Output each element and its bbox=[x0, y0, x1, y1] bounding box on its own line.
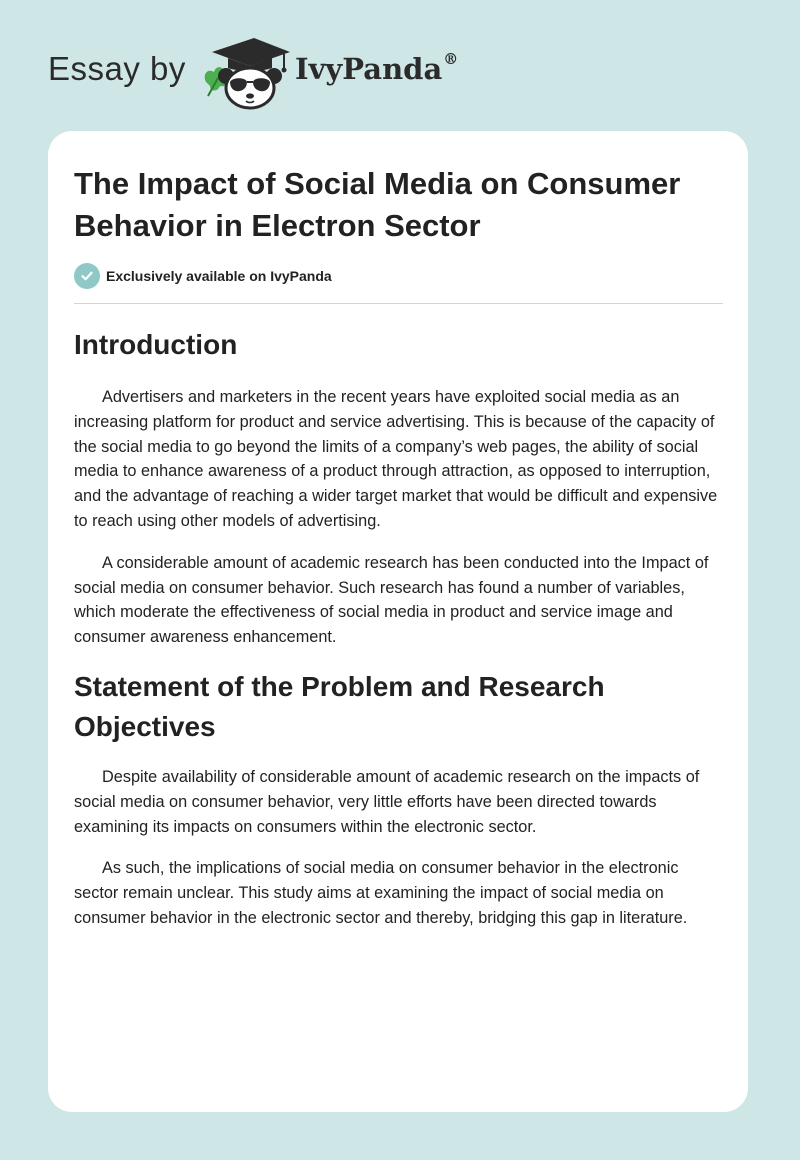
paragraph: Despite availability of considerable amount of academic research on the impacts of social media on consumer behavior, very little efforts have been directed towards examining its impacts on consumers within the electronic sector. bbox=[74, 767, 700, 836]
panda-graduation-cap-icon[interactable] bbox=[200, 34, 292, 110]
exclusive-label: Exclusively available on IvyPanda bbox=[106, 268, 332, 284]
essay-card bbox=[48, 131, 748, 1112]
section-heading-problem-statement: Statement of the Problem and Research Objectives bbox=[74, 670, 605, 742]
title-divider bbox=[74, 303, 723, 304]
check-circle-icon bbox=[74, 263, 100, 289]
brand-text[interactable]: IvyPanda bbox=[295, 52, 443, 86]
brand-name[interactable] bbox=[295, 52, 458, 86]
essay-by-label: Essay by bbox=[48, 50, 186, 87]
page-title: The Impact of Social Media on Consumer Behavior in Electron Sector bbox=[74, 166, 681, 243]
exclusive-badge bbox=[74, 263, 332, 289]
site-header bbox=[48, 34, 748, 114]
paragraph: As such, the implications of social media on consumer behavior in the electronic sector remain unclear. This study aims at examining the impact of social media on consumer behavior in the electronic sector and thereby, bridging this gap in literature. bbox=[74, 859, 688, 927]
paragraph: A considerable amount of academic research has been conducted into the Impact of social media on consumer behavior. Such research has found a number of variables, which moderate the effectiveness of social media in product and service image and consumer awareness enhancement. bbox=[74, 553, 709, 647]
paragraph: Advertisers and marketers in the recent years have exploited social media as an increasing platform for product and service advertising. This is because of the capacity of the social media to go beyond the limits of a company’s web pages, the ability of social media to enhance awareness of a product through attraction, as opposed to interruption, and the advantage of reaching a wider target market that would be difficult and expensive to reach using other models of advertising. bbox=[74, 388, 718, 530]
essay-body bbox=[74, 319, 724, 931]
registered-mark: ® bbox=[443, 50, 459, 69]
section-heading-introduction: Introduction bbox=[74, 329, 238, 360]
